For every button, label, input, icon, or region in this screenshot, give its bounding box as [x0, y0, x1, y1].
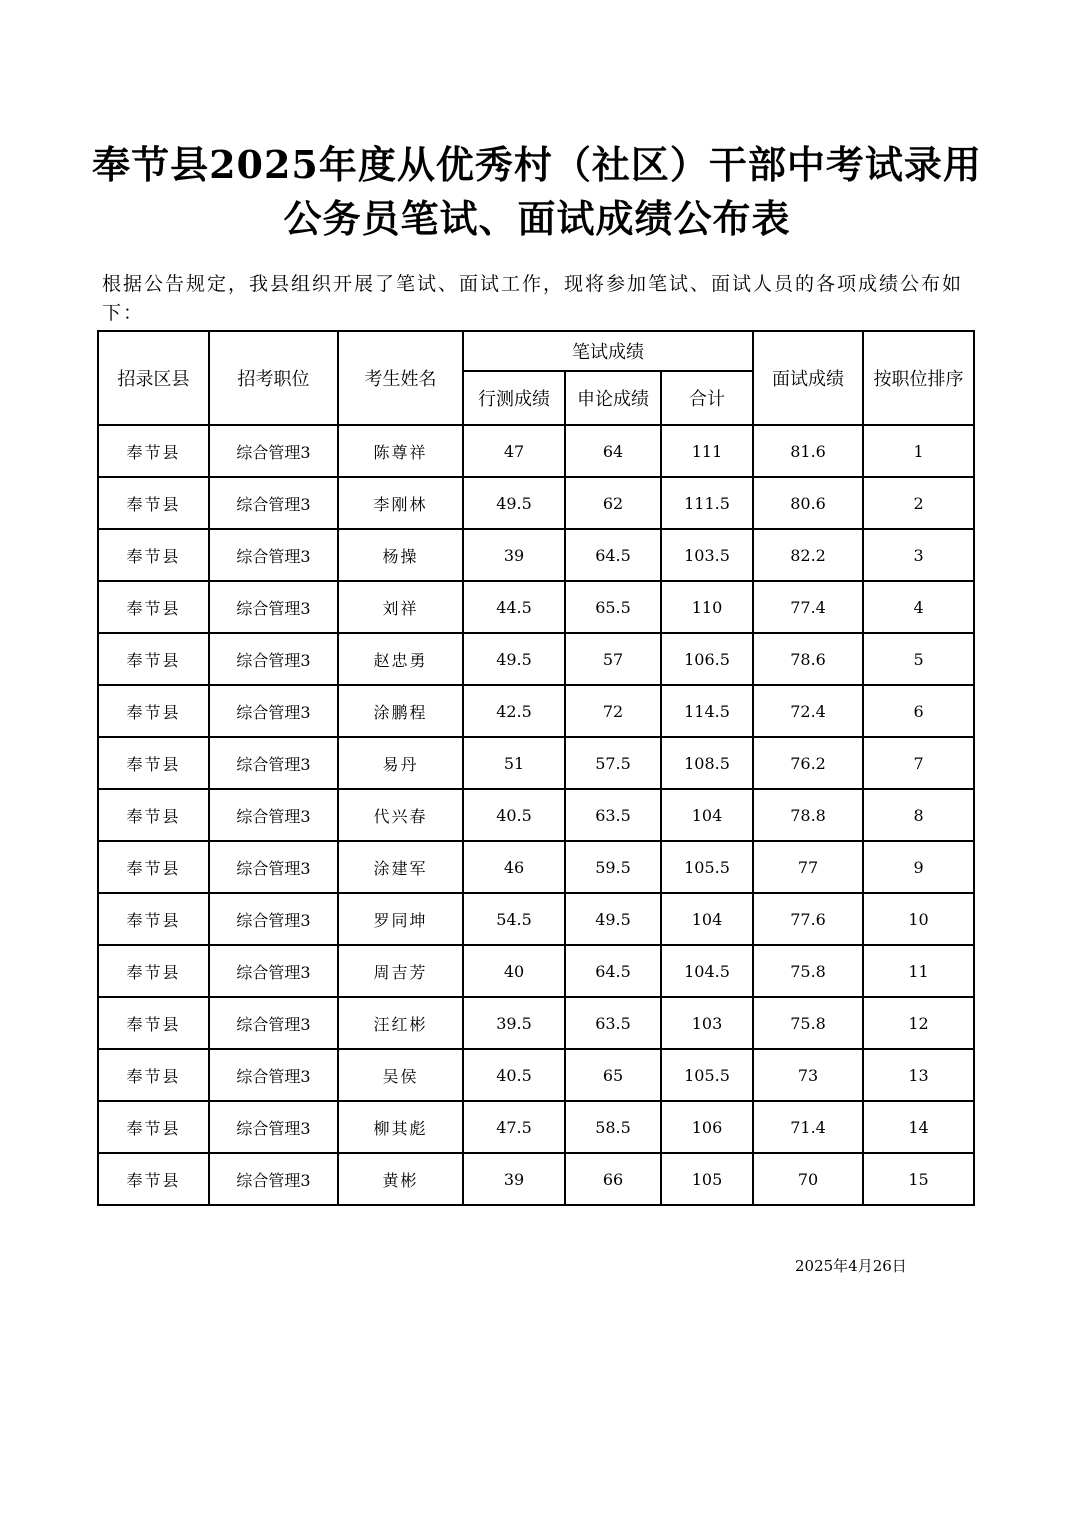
table-row [98, 841, 974, 893]
cell-shenlun: 72 [565, 685, 661, 737]
cell-position: 综合管理3 [209, 1049, 338, 1101]
cell-interview: 73 [753, 1049, 863, 1101]
cell-interview: 76.2 [753, 737, 863, 789]
cell-name: 李刚林 [338, 477, 463, 529]
cell-interview: 70 [753, 1153, 863, 1205]
cell-county: 奉节县 [98, 477, 209, 529]
cell-interview: 77.6 [753, 893, 863, 945]
cell-shenlun: 63.5 [565, 997, 661, 1049]
cell-xingce: 42.5 [463, 685, 565, 737]
cell-name: 黄彬 [338, 1153, 463, 1205]
cell-rank: 5 [863, 633, 974, 685]
intro-paragraph: 根据公告规定，我县组织开展了笔试、面试工作，现将参加笔试、面试人员的各项成绩公布如下： [102, 273, 964, 324]
cell-interview: 77.4 [753, 581, 863, 633]
cell-name: 汪红彬 [338, 997, 463, 1049]
cell-xingce: 47.5 [463, 1101, 565, 1153]
cell-position: 综合管理3 [209, 425, 338, 477]
cell-name: 赵忠勇 [338, 633, 463, 685]
cell-interview: 71.4 [753, 1101, 863, 1153]
cell-rank: 4 [863, 581, 974, 633]
cell-county: 奉节县 [98, 893, 209, 945]
cell-interview: 77 [753, 841, 863, 893]
cell-county: 奉节县 [98, 633, 209, 685]
cell-county: 奉节县 [98, 841, 209, 893]
cell-position: 综合管理3 [209, 789, 338, 841]
header-total: 合计 [661, 371, 753, 425]
cell-name: 易丹 [338, 737, 463, 789]
cell-xingce: 47 [463, 425, 565, 477]
table-row [98, 633, 974, 685]
cell-position: 综合管理3 [209, 633, 338, 685]
cell-shenlun: 64.5 [565, 945, 661, 997]
cell-county: 奉节县 [98, 997, 209, 1049]
cell-shenlun: 62 [565, 477, 661, 529]
cell-interview: 75.8 [753, 997, 863, 1049]
cell-position: 综合管理3 [209, 1153, 338, 1205]
cell-xingce: 49.5 [463, 477, 565, 529]
cell-xingce: 49.5 [463, 633, 565, 685]
cell-name: 涂鹏程 [338, 685, 463, 737]
cell-interview: 72.4 [753, 685, 863, 737]
cell-position: 综合管理3 [209, 685, 338, 737]
cell-shenlun: 65.5 [565, 581, 661, 633]
header-shenlun: 申论成绩 [565, 371, 661, 425]
title-line-2: 公务员笔试、面试成绩公布表 [283, 196, 791, 241]
cell-county: 奉节县 [98, 685, 209, 737]
table-row [98, 425, 974, 477]
cell-interview: 78.6 [753, 633, 863, 685]
cell-shenlun: 57 [565, 633, 661, 685]
header-interview: 面试成绩 [753, 331, 863, 425]
table-row [98, 1049, 974, 1101]
cell-total: 111 [661, 425, 753, 477]
cell-county: 奉节县 [98, 1153, 209, 1205]
table-row [98, 1153, 974, 1205]
cell-county: 奉节县 [98, 529, 209, 581]
cell-interview: 82.2 [753, 529, 863, 581]
cell-county: 奉节县 [98, 425, 209, 477]
table-row [98, 893, 974, 945]
cell-rank: 1 [863, 425, 974, 477]
cell-position: 综合管理3 [209, 529, 338, 581]
cell-total: 106.5 [661, 633, 753, 685]
cell-position: 综合管理3 [209, 1101, 338, 1153]
header-written-group: 笔试成绩 [463, 331, 753, 371]
cell-position: 综合管理3 [209, 997, 338, 1049]
header-row-1 [98, 331, 974, 371]
cell-interview: 81.6 [753, 425, 863, 477]
cell-xingce: 51 [463, 737, 565, 789]
cell-total: 111.5 [661, 477, 753, 529]
cell-name: 代兴春 [338, 789, 463, 841]
cell-name: 刘祥 [338, 581, 463, 633]
cell-shenlun: 57.5 [565, 737, 661, 789]
cell-rank: 6 [863, 685, 974, 737]
cell-interview: 75.8 [753, 945, 863, 997]
cell-position: 综合管理3 [209, 945, 338, 997]
cell-total: 114.5 [661, 685, 753, 737]
document-title [0, 138, 1074, 246]
cell-county: 奉节县 [98, 581, 209, 633]
header-county: 招录区县 [98, 331, 209, 425]
cell-xingce: 40.5 [463, 1049, 565, 1101]
cell-total: 105.5 [661, 1049, 753, 1101]
cell-rank: 10 [863, 893, 974, 945]
cell-rank: 7 [863, 737, 974, 789]
cell-xingce: 39 [463, 1153, 565, 1205]
cell-rank: 13 [863, 1049, 974, 1101]
cell-county: 奉节县 [98, 1101, 209, 1153]
table-row [98, 737, 974, 789]
cell-shenlun: 64 [565, 425, 661, 477]
cell-position: 综合管理3 [209, 477, 338, 529]
cell-total: 104.5 [661, 945, 753, 997]
cell-name: 罗同坤 [338, 893, 463, 945]
cell-rank: 14 [863, 1101, 974, 1153]
table-row [98, 997, 974, 1049]
cell-name: 柳其彪 [338, 1101, 463, 1153]
cell-shenlun: 65 [565, 1049, 661, 1101]
cell-rank: 8 [863, 789, 974, 841]
cell-total: 110 [661, 581, 753, 633]
cell-xingce: 46 [463, 841, 565, 893]
scores-table-body [98, 425, 974, 1205]
table-row [98, 477, 974, 529]
header-rank: 按职位排序 [863, 331, 974, 425]
cell-name: 陈尊祥 [338, 425, 463, 477]
cell-position: 综合管理3 [209, 737, 338, 789]
cell-rank: 15 [863, 1153, 974, 1205]
header-xingce: 行测成绩 [463, 371, 565, 425]
cell-shenlun: 49.5 [565, 893, 661, 945]
publish-date: 2025年4月26日 [795, 1257, 907, 1275]
cell-total: 103.5 [661, 529, 753, 581]
table-row [98, 685, 974, 737]
cell-rank: 3 [863, 529, 974, 581]
table-row [98, 945, 974, 997]
cell-rank: 11 [863, 945, 974, 997]
table-row [98, 1101, 974, 1153]
cell-total: 108.5 [661, 737, 753, 789]
title-line-1: 奉节县2025年度从优秀村（社区）干部中考试录用 [92, 142, 982, 187]
cell-xingce: 39 [463, 529, 565, 581]
header-name: 考生姓名 [338, 331, 463, 425]
table-row [98, 529, 974, 581]
cell-position: 综合管理3 [209, 893, 338, 945]
cell-total: 105 [661, 1153, 753, 1205]
cell-total: 104 [661, 893, 753, 945]
cell-name: 周吉芳 [338, 945, 463, 997]
cell-county: 奉节县 [98, 789, 209, 841]
cell-rank: 9 [863, 841, 974, 893]
cell-total: 104 [661, 789, 753, 841]
cell-name: 杨操 [338, 529, 463, 581]
table-row [98, 789, 974, 841]
cell-county: 奉节县 [98, 945, 209, 997]
cell-xingce: 54.5 [463, 893, 565, 945]
cell-interview: 80.6 [753, 477, 863, 529]
cell-position: 综合管理3 [209, 581, 338, 633]
cell-shenlun: 66 [565, 1153, 661, 1205]
cell-shenlun: 64.5 [565, 529, 661, 581]
table-row [98, 581, 974, 633]
cell-name: 涂建军 [338, 841, 463, 893]
cell-xingce: 44.5 [463, 581, 565, 633]
cell-county: 奉节县 [98, 737, 209, 789]
cell-total: 103 [661, 997, 753, 1049]
cell-total: 105.5 [661, 841, 753, 893]
scores-table [97, 330, 975, 1206]
cell-shenlun: 59.5 [565, 841, 661, 893]
cell-rank: 12 [863, 997, 974, 1049]
cell-name: 吴侯 [338, 1049, 463, 1101]
cell-shenlun: 63.5 [565, 789, 661, 841]
cell-rank: 2 [863, 477, 974, 529]
cell-xingce: 40 [463, 945, 565, 997]
cell-xingce: 40.5 [463, 789, 565, 841]
cell-total: 106 [661, 1101, 753, 1153]
cell-xingce: 39.5 [463, 997, 565, 1049]
cell-county: 奉节县 [98, 1049, 209, 1101]
header-position: 招考职位 [209, 331, 338, 425]
cell-position: 综合管理3 [209, 841, 338, 893]
cell-shenlun: 58.5 [565, 1101, 661, 1153]
cell-interview: 78.8 [753, 789, 863, 841]
